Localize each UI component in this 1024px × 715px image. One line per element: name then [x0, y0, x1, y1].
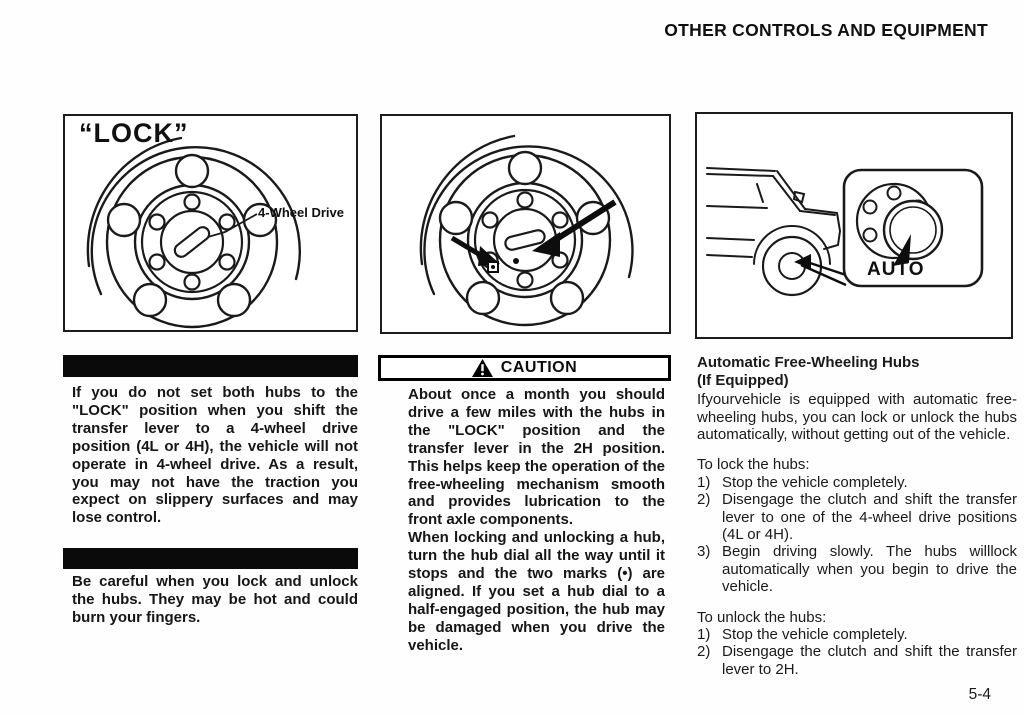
auto-callout-label: AUTO [867, 259, 925, 280]
step-number: 1) [697, 473, 711, 491]
caution-title: CAUTION [500, 359, 578, 376]
figure-hub-alignment [380, 114, 671, 334]
step-number: 2) [697, 491, 711, 509]
lock-list-title: To lock the hubs: [697, 456, 810, 474]
list-item [697, 626, 1017, 643]
section-heading-line2: (If Equipped) [697, 371, 789, 389]
step-number: 2) [697, 643, 711, 661]
caution-header [378, 355, 671, 381]
lock-position-label: “LOCK” [79, 118, 189, 148]
warning-text-1: If you do not set both hubs to the "LOCK" position when you shift the transfer lever to a 4-wheel drive position (4L or 4H), the vehicle will not operate in 4-wheel drive. As a result, you may not have the traction you expect on slippery surfaces and may lose control. [72, 384, 358, 527]
warning-banner [63, 355, 358, 377]
four-wheel-drive-callout: 4-Wheel Drive [258, 205, 344, 220]
step-text: Begin driving slowly. The hubs willlock automatically when you begin to drive the vehicle. [722, 543, 1017, 596]
vehicle-hub-illustration [697, 114, 1011, 337]
step-text: Stop the vehicle completely. [722, 626, 908, 644]
warning-text-2: Be careful when you lock and unlock the hubs. They may be hot and could burn your fingers. [72, 573, 358, 626]
step-number: 3) [697, 543, 711, 561]
step-text: Disengage the clutch and shift the transfer lever to 2H. [722, 643, 1017, 678]
step-text: Stop the vehicle completely. [722, 473, 908, 491]
auto-hubs-section [697, 354, 1017, 678]
list-item [697, 643, 1017, 678]
warning-triangle-icon [472, 359, 493, 377]
section-heading-line1: Automatic Free-Wheeling Hubs [697, 354, 920, 371]
unlock-list-title: To unlock the hubs: [697, 608, 827, 626]
hub-alignment-illustration [382, 116, 669, 332]
caution-paragraph-1: About once a month you should drive a few miles with the hubs in the "LOCK" position and the transfer lever in the 2H position. This helps keep the operation of the free-wheeling mechanism smooth and provides lubrication to the front axle components. [408, 386, 665, 529]
warning-banner [63, 548, 358, 569]
list-item [697, 491, 1017, 543]
page-header: OTHER CONTROLS AND EQUIPMENT [664, 20, 988, 40]
list-item [697, 543, 1017, 595]
caution-paragraph-2: When locking and unlocking a hub, turn the hub dial all the way until it stops and the two marks (•) are aligned. If you set a hub dial to a half-engaged position, the hub may be damaged when you drive the vehicle. [408, 529, 665, 654]
list-item [697, 474, 1017, 491]
figure-auto-hub [695, 112, 1013, 339]
section-intro: Ifyourvehicle is equipped with automatic free-wheeling hubs, you can lock or unlock the hubs automatically, without getting out of the vehicle. [697, 391, 1017, 443]
figure-lock-hub [63, 114, 358, 332]
page-number: 5-4 [968, 686, 991, 703]
caution-body [408, 386, 665, 655]
step-text: Disengage the clutch and shift the transfer lever to one of the 4-wheel drive positions (4L or 4H). [722, 491, 1017, 544]
step-number: 1) [697, 626, 711, 644]
